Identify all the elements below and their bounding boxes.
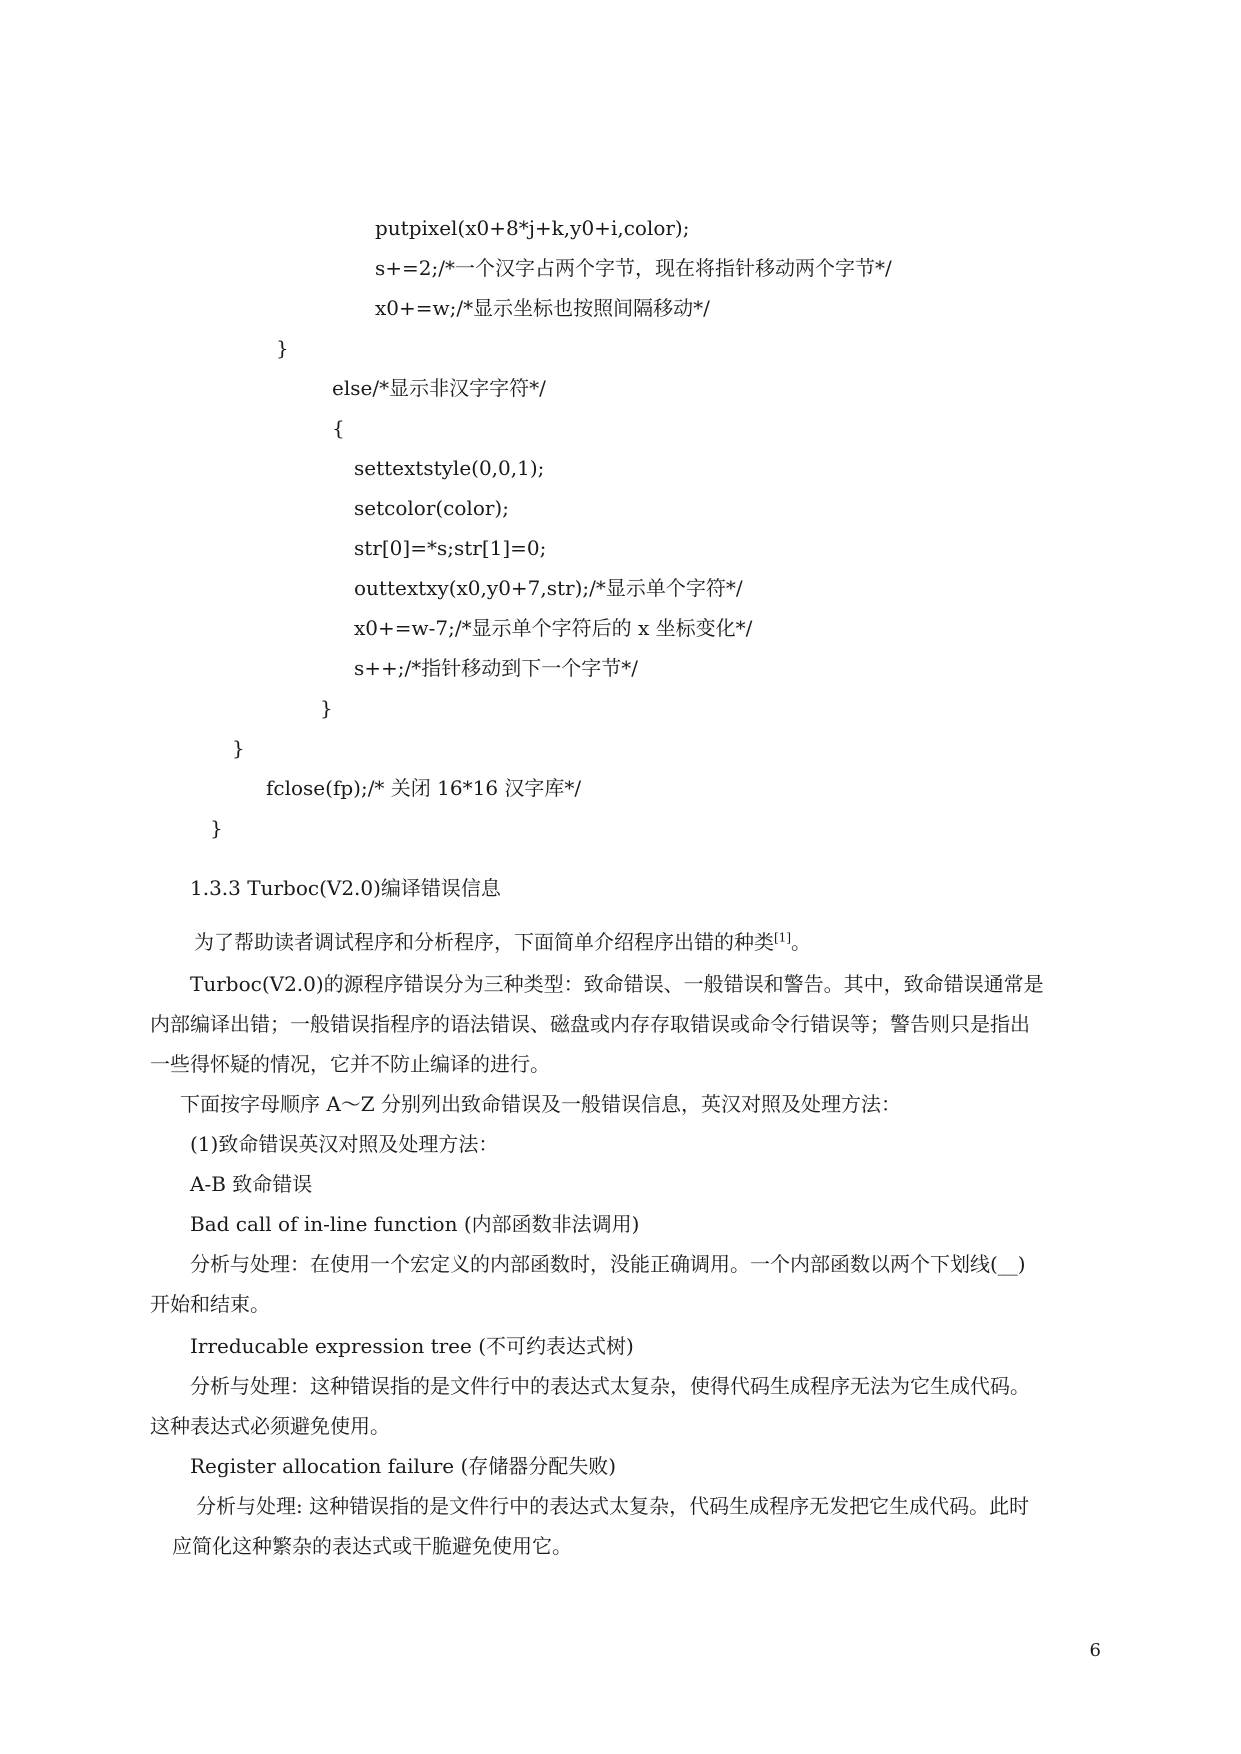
section-heading: 1.3.3 Turboc(V2.0)编译错误信息 xyxy=(190,876,501,900)
entry-analysis: 应简化这种繁杂的表达式或干脆避免使用它。 xyxy=(172,1534,572,1558)
entry-title: Irreducable expression tree (不可约表达式树) xyxy=(190,1334,634,1358)
code-line: x0+=w-7;/*显示单个字符后的 x 坐标变化*/ xyxy=(354,616,753,640)
subsection-heading: (1)致命错误英汉对照及处理方法： xyxy=(190,1132,499,1156)
code-line: } xyxy=(320,696,333,720)
entry-analysis: 分析与处理：在使用一个宏定义的内部函数时，没能正确调用。一个内部函数以两个下划线(__) xyxy=(190,1252,1026,1276)
code-line: { xyxy=(332,416,345,440)
code-line: settextstyle(0,0,1); xyxy=(354,456,545,480)
entry-analysis: 分析与处理：这种错误指的是文件行中的表达式太复杂，使得代码生成程序无法为它生成代码。 xyxy=(190,1374,1030,1398)
code-line: fclose(fp);/* 关闭 16*16 汉字库*/ xyxy=(266,776,582,800)
intro-text: 为了帮助读者调试程序和分析程序，下面简单介绍程序出错的种类 xyxy=(194,930,774,954)
code-line: x0+=w;/*显示坐标也按照间隔移动*/ xyxy=(375,296,710,320)
entry-analysis: 这种表达式必须避免使用。 xyxy=(150,1414,390,1438)
intro-end: 。 xyxy=(791,930,811,954)
entry-title: Bad call of in-line function (内部函数非法调用) xyxy=(190,1212,640,1236)
code-line: s++;/*指针移动到下一个字节*/ xyxy=(354,656,638,680)
code-line: } xyxy=(232,736,245,760)
code-line: } xyxy=(276,336,289,360)
paragraph-line: Turboc(V2.0)的源程序错误分为三种类型：致命错误、一般错误和警告。其中，致命错误通常是 xyxy=(190,972,1044,996)
code-line: str[0]=*s;str[1]=0; xyxy=(354,536,547,560)
page-number: 6 xyxy=(1089,1640,1101,1661)
intro-paragraph xyxy=(194,930,811,954)
entry-analysis: 分析与处理: 这种错误指的是文件行中的表达式太复杂，代码生成程序无发把它生成代码。此时 xyxy=(196,1494,1030,1518)
citation-ref: [1] xyxy=(774,930,791,945)
category-heading: A-B 致命错误 xyxy=(190,1172,313,1196)
entry-analysis: 开始和结束。 xyxy=(150,1292,270,1316)
code-line: else/*显示非汉字字符*/ xyxy=(332,376,546,400)
code-line: setcolor(color); xyxy=(354,496,509,520)
paragraph-line: 一些得怀疑的情况，它并不防止编译的进行。 xyxy=(150,1052,550,1076)
paragraph-line: 下面按字母顺序 A～Z 分别列出致命错误及一般错误信息，英汉对照及处理方法： xyxy=(180,1092,902,1116)
entry-title: Register allocation failure (存储器分配失败) xyxy=(190,1454,617,1478)
code-line: } xyxy=(210,816,223,840)
code-line: putpixel(x0+8*j+k,y0+i,color); xyxy=(375,216,690,240)
code-line: s+=2;/*一个汉字占两个字节，现在将指针移动两个字节*/ xyxy=(375,256,892,280)
code-line: outtextxy(x0,y0+7,str);/*显示单个字符*/ xyxy=(354,576,743,600)
paragraph-line: 内部编译出错；一般错误指程序的语法错误、磁盘或内存存取错误或命令行错误等；警告则只是指出 xyxy=(150,1012,1030,1036)
